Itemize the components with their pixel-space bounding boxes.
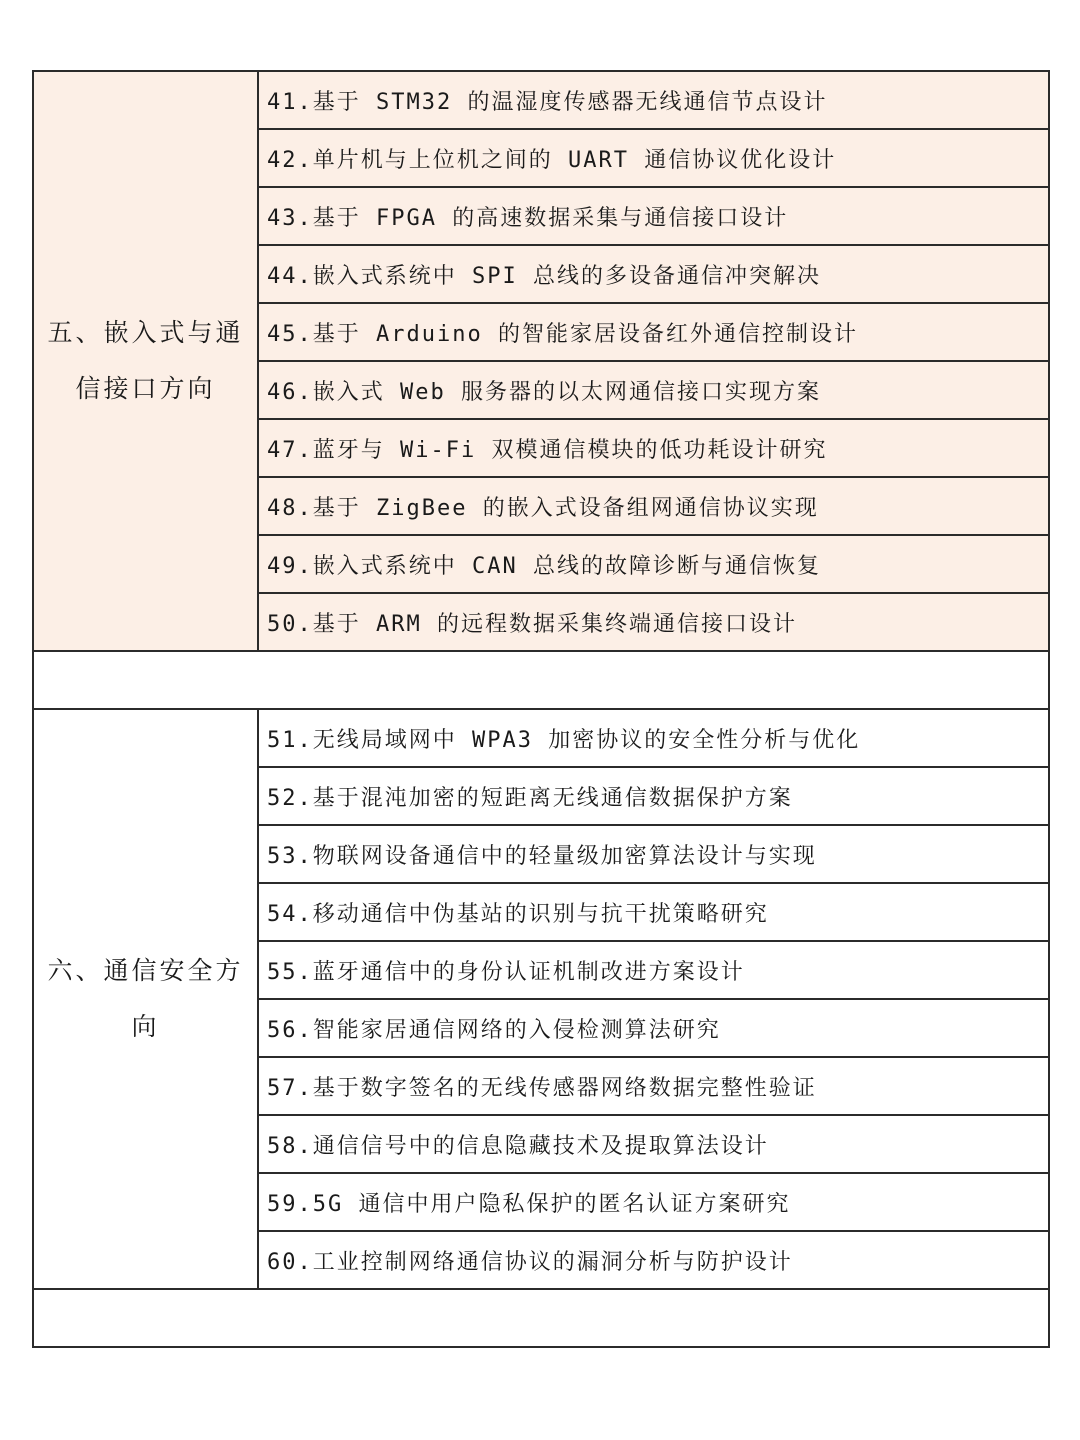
- topic-43: 43.基于 FPGA 的高速数据采集与通信接口设计: [258, 187, 1049, 245]
- blank-cell: [33, 1289, 1049, 1347]
- topic-57: 57.基于数字签名的无线传感器网络数据完整性验证: [258, 1057, 1049, 1115]
- topic-45: 45.基于 Arduino 的智能家居设备红外通信控制设计: [258, 303, 1049, 361]
- topic-59: 59.5G 通信中用户隐私保护的匿名认证方案研究: [258, 1173, 1049, 1231]
- topic-47: 47.蓝牙与 Wi-Fi 双模通信模块的低功耗设计研究: [258, 419, 1049, 477]
- blank-separator-row: [33, 1289, 1049, 1347]
- topic-46: 46.嵌入式 Web 服务器的以太网通信接口实现方案: [258, 361, 1049, 419]
- topic-56: 56.智能家居通信网络的入侵检测算法研究: [258, 999, 1049, 1057]
- blank-cell: [33, 651, 1049, 709]
- topic-55: 55.蓝牙通信中的身份认证机制改进方案设计: [258, 941, 1049, 999]
- topic-48: 48.基于 ZigBee 的嵌入式设备组网通信协议实现: [258, 477, 1049, 535]
- topic-42: 42.单片机与上位机之间的 UART 通信协议优化设计: [258, 129, 1049, 187]
- topic-53: 53.物联网设备通信中的轻量级加密算法设计与实现: [258, 825, 1049, 883]
- table-row: [33, 709, 1049, 767]
- topic-52: 52.基于混沌加密的短距离无线通信数据保护方案: [258, 767, 1049, 825]
- topic-49: 49.嵌入式系统中 CAN 总线的故障诊断与通信恢复: [258, 535, 1049, 593]
- topic-table: [32, 70, 1050, 1348]
- table-row: [33, 71, 1049, 129]
- category-communication-security: 六、通信安全方向: [33, 709, 258, 1289]
- topic-58: 58.通信信号中的信息隐藏技术及提取算法设计: [258, 1115, 1049, 1173]
- topic-54: 54.移动通信中伪基站的识别与抗干扰策略研究: [258, 883, 1049, 941]
- topic-41: 41.基于 STM32 的温湿度传感器无线通信节点设计: [258, 71, 1049, 129]
- topic-60: 60.工业控制网络通信协议的漏洞分析与防护设计: [258, 1231, 1049, 1289]
- topic-51: 51.无线局域网中 WPA3 加密协议的安全性分析与优化: [258, 709, 1049, 767]
- topic-50: 50.基于 ARM 的远程数据采集终端通信接口设计: [258, 593, 1049, 651]
- category-embedded-communication: 五、嵌入式与通信接口方向: [33, 71, 258, 651]
- topic-44: 44.嵌入式系统中 SPI 总线的多设备通信冲突解决: [258, 245, 1049, 303]
- blank-separator-row: [33, 651, 1049, 709]
